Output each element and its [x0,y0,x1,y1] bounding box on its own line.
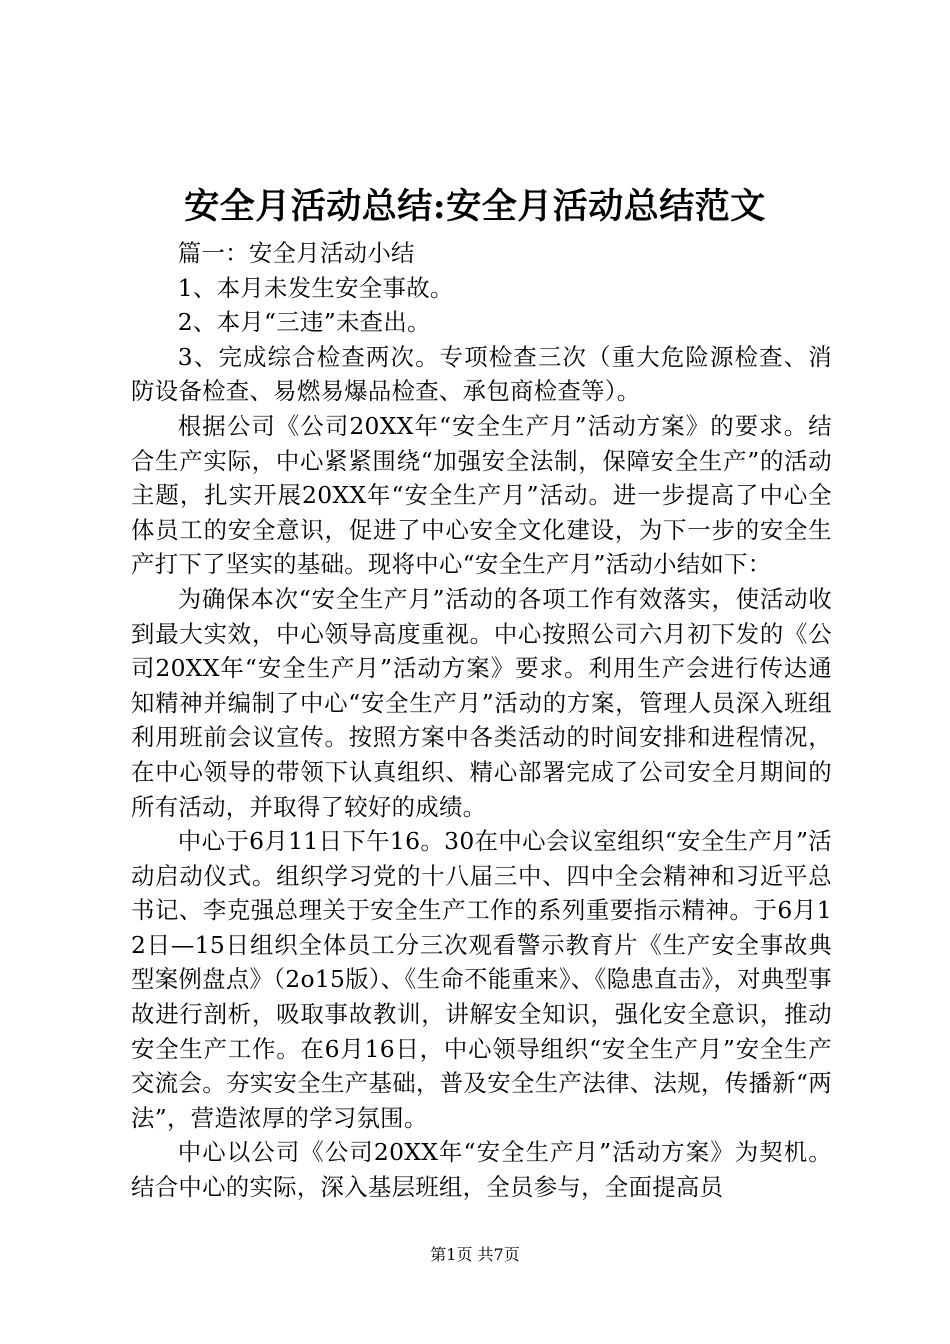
document-title: 安全月活动总结:安全月活动总结范文 [184,186,766,227]
document-body [131,236,832,1205]
section-heading: 篇一：安全月活动小结 [177,239,415,267]
paragraph: 3、完成综合检查两次。专项检查三次（重大危险源检查、消防设备检查、易燃易爆品检查、承包商检查等）。 [131,342,832,406]
paragraph: 2、本月“三违”未查出。 [177,308,431,337]
paragraph: 中心以公司《公司20XX年“安全生产月”活动方案》为契机。结合中心的实际，深入基层班组，全员参与，全面提高员 [131,1138,832,1202]
paragraph: 为确保本次“安全生产月”活动的各项工作有效落实，使活动收到最大实效，中心领导高度重视。中心按照公司六月初下发的《公司20XX年“安全生产月”活动方案》要求。利用生产会进行传达通知精神并编制了中心“安全生产月”活动的方案，管理人员深入班组利用班前会议宣传。按照方案中各类活动的时间安排和进程情况，在中心领导的带领下认真组织、精心部署完成了公司安全月期间的所有活动，并取得了较好的成绩。 [131,584,832,821]
paragraph: 中心于6月11日下午16。30在中心会议室组织“安全生产月”活动启动仪式。组织学习党的十八届三中、四中全会精神和习近平总书记、李克强总理关于安全生产工作的系列重要指示精神。于6月12日—15日组织全体员工分三次观看警示教育片《生产安全事故典型案例盘点》（2o15版）、《生命不能重来》、《隐患直击》，对典型事故进行剖析，吸取事故教训，讲解安全知识，强化安全意识，推动安全生产工作。在6月16日，中心领导组织“安全生产月”安全生产交流会。夯实安全生产基础，普及安全生产法律、法规，传播新“两法”，营造浓厚的学习氛围。 [131,827,832,1132]
paragraph: 1、本月未发生安全事故。 [177,273,454,302]
page-footer [0,1244,950,1266]
paragraph: 根据公司《公司20XX年“安全生产月”活动方案》的要求。结合生产实际，中心紧紧围绕“加强安全法制，保障安全生产”的活动主题，扎实开展20XX年“安全生产月”活动。进一步提高了中心全体员工的安全意识，促进了中心安全文化建设，为下一步的安全生产打下了坚实的基础。现将中心“安全生产月”活动小结如下： [131,411,832,579]
page-number: 第1页 共7页 [430,1245,520,1264]
